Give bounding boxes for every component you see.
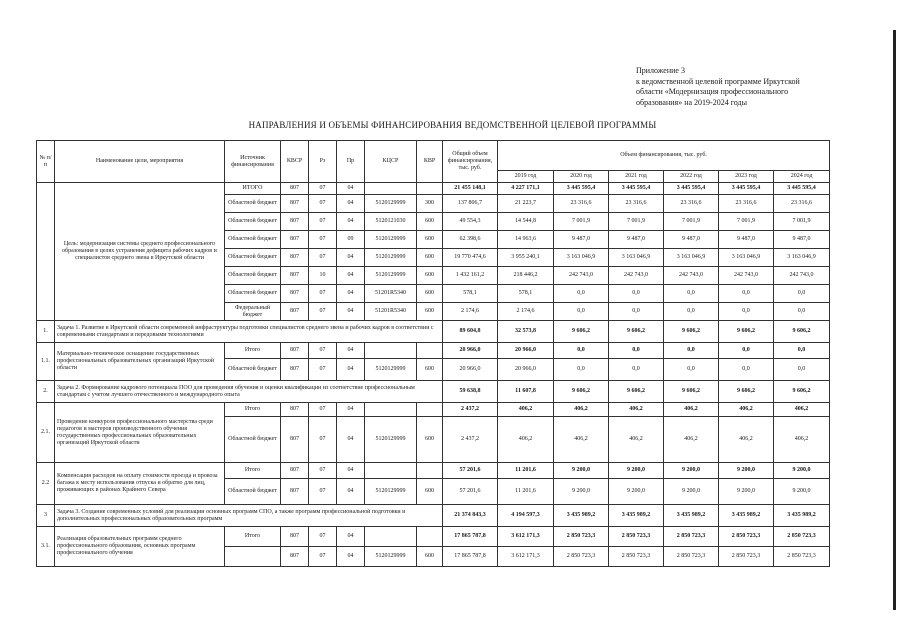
year-value: 23 316,6 <box>719 195 774 213</box>
year-value: 9 200,0 <box>554 479 609 505</box>
code-kcsr: 5120129999 <box>365 547 417 567</box>
year-value: 7 001,9 <box>774 213 830 231</box>
total-value: 20 966,0 <box>443 359 498 381</box>
code-rz: 07 <box>309 547 337 567</box>
funding-source: Итого <box>225 403 281 417</box>
funding-source: Итого <box>225 527 281 547</box>
total-value: 17 865 787,8 <box>443 547 498 567</box>
task-text: Задача 2. Формирование кадрового потенциала ПОО для проведения обучения и оценки квалификации из соответствие профессиональным стандартам с учетом лучшего отечественного и международного опыта <box>55 381 443 403</box>
total-value: 89 604,8 <box>443 321 498 343</box>
year-value: 0,0 <box>554 303 609 321</box>
total-value: 59 638,8 <box>443 381 498 403</box>
year-value: 0,0 <box>774 303 830 321</box>
year-value: 0,0 <box>719 359 774 381</box>
year-value: 2 850 723,3 <box>719 527 774 547</box>
year-value: 9 487,0 <box>554 231 609 249</box>
year-value: 406,2 <box>719 403 774 417</box>
year-value: 3 435 989,2 <box>719 505 774 527</box>
scan-edge-mark <box>893 140 896 610</box>
code-kcsr <box>365 343 417 359</box>
code-pr: 09 <box>337 231 365 249</box>
funding-source <box>225 547 281 567</box>
year-value: 14 963,6 <box>498 231 554 249</box>
year-value: 2 850 723,3 <box>554 527 609 547</box>
year-value: 578,1 <box>498 285 554 303</box>
code-pr: 04 <box>337 267 365 285</box>
year-value: 242 743,0 <box>774 267 830 285</box>
year-value: 0,0 <box>664 303 719 321</box>
code-kvsr: 807 <box>281 213 309 231</box>
code-kvsr: 807 <box>281 183 309 195</box>
funding-source: Областной бюджет <box>225 231 281 249</box>
header-kcsr: КЦСР <box>365 141 417 183</box>
year-value: 9 200,0 <box>554 463 609 479</box>
measure-text: Реализация образовательных программ среднего профессионального образования, основных программ профессионального обучения <box>55 527 225 567</box>
funding-source: Областной бюджет <box>225 417 281 463</box>
header-kvr: КВР <box>417 141 443 183</box>
goal-row <box>37 183 830 195</box>
year-value: 9 200,0 <box>774 479 830 505</box>
year-value: 9 200,0 <box>664 463 719 479</box>
year-value: 9 200,0 <box>609 479 664 505</box>
year-value: 218 446,2 <box>498 267 554 285</box>
task-row <box>37 381 830 403</box>
total-value: 21 455 148,1 <box>443 183 498 195</box>
year-value: 11 201,6 <box>498 463 554 479</box>
year-value: 9 606,2 <box>554 321 609 343</box>
header-year: 2024 год <box>774 171 830 183</box>
code-kvr <box>417 183 443 195</box>
code-rz: 07 <box>309 249 337 267</box>
year-value: 0,0 <box>774 343 830 359</box>
code-kcsr <box>365 183 417 195</box>
code-kcsr: 5120121030 <box>365 213 417 231</box>
code-rz: 07 <box>309 195 337 213</box>
year-value: 242 743,0 <box>609 267 664 285</box>
code-kvr <box>417 527 443 547</box>
year-value: 0,0 <box>609 359 664 381</box>
year-value: 11 607,8 <box>498 381 554 403</box>
funding-source: ИТОГО <box>225 183 281 195</box>
code-pr: 04 <box>337 303 365 321</box>
code-kvsr: 807 <box>281 343 309 359</box>
year-value: 3 445 595,4 <box>664 183 719 195</box>
code-kcsr: 51201R5340 <box>365 285 417 303</box>
appendix-line: образования» на 2019-2024 годы <box>636 97 747 107</box>
year-value: 21 223,7 <box>498 195 554 213</box>
code-kcsr: 5120129999 <box>365 195 417 213</box>
total-value: 137 806,7 <box>443 195 498 213</box>
year-value: 14 544,8 <box>498 213 554 231</box>
header-volume: Объем финансирования, тыс. руб. <box>498 141 830 171</box>
code-kcsr <box>365 463 417 479</box>
year-value: 9 487,0 <box>774 231 830 249</box>
code-rz: 07 <box>309 183 337 195</box>
year-value: 406,2 <box>664 403 719 417</box>
code-rz: 07 <box>309 285 337 303</box>
header-year: 2020 год <box>554 171 609 183</box>
task-row <box>37 321 830 343</box>
code-kvr: 600 <box>417 267 443 285</box>
code-rz: 07 <box>309 303 337 321</box>
funding-source: Итого <box>225 463 281 479</box>
year-value: 9 606,2 <box>609 381 664 403</box>
code-kvsr: 807 <box>281 303 309 321</box>
total-value: 20 966,0 <box>443 343 498 359</box>
year-value: 9 200,0 <box>719 479 774 505</box>
code-kvsr: 807 <box>281 547 309 567</box>
year-value: 406,2 <box>609 403 664 417</box>
total-value: 17 865 787,8 <box>443 527 498 547</box>
funding-source: Областной бюджет <box>225 479 281 505</box>
code-kvsr: 807 <box>281 231 309 249</box>
year-value: 242 743,0 <box>664 267 719 285</box>
code-pr: 04 <box>337 527 365 547</box>
code-kvr: 600 <box>417 285 443 303</box>
year-value: 0,0 <box>774 359 830 381</box>
code-kcsr: 5120129999 <box>365 249 417 267</box>
financing-table <box>36 140 830 567</box>
year-value: 4 194 597,3 <box>498 505 554 527</box>
year-value: 3 163 046,9 <box>719 249 774 267</box>
code-rz: 07 <box>309 231 337 249</box>
document-title: НАПРАВЛЕНИЯ И ОБЪЕМЫ ФИНАНСИРОВАНИЯ ВЕДОМСТВЕННОЙ ЦЕЛЕВОЙ ПРОГРАММЫ <box>248 120 657 130</box>
header-year: 2023 год <box>719 171 774 183</box>
funding-source: Федеральный бюджет <box>225 303 281 321</box>
year-value: 3 163 046,9 <box>774 249 830 267</box>
code-pr: 04 <box>337 417 365 463</box>
code-pr: 04 <box>337 285 365 303</box>
measure-row <box>37 403 830 417</box>
year-value: 9 606,2 <box>774 381 830 403</box>
measure-text: Проведение конкурсов профессионального мастерства среди педагогов и мастеров производственного обучения государственных профессиональных образовательных организаций Иркутской области <box>55 403 225 463</box>
year-value: 9 606,2 <box>664 381 719 403</box>
header-kvsr: КВСР <box>281 141 309 183</box>
scan-edge-mark <box>893 30 896 140</box>
appendix-line: к ведомственной целевой программе Иркутской <box>636 76 800 86</box>
header-source: Источник финансирования <box>225 141 281 183</box>
task-text: Задача 3. Создание современных условий для реализации основных программ СПО, а также программ профессиональной подготовки и дополнительных профессиональных образовательных программ <box>55 505 443 527</box>
year-value: 2 850 723,3 <box>774 547 830 567</box>
code-kvr: 600 <box>417 417 443 463</box>
task-num: 3 <box>37 505 55 527</box>
year-value: 9 487,0 <box>719 231 774 249</box>
year-value: 3 435 989,2 <box>664 505 719 527</box>
year-value: 3 445 595,4 <box>719 183 774 195</box>
goal-num <box>37 183 55 321</box>
code-kvsr: 807 <box>281 359 309 381</box>
year-value: 9 606,2 <box>719 381 774 403</box>
code-kvr <box>417 463 443 479</box>
year-value: 23 316,6 <box>609 195 664 213</box>
measure-row <box>37 527 830 547</box>
measure-num: 3.1. <box>37 527 55 567</box>
code-kvr: 600 <box>417 213 443 231</box>
header-year: 2019 год <box>498 171 554 183</box>
code-kcsr: 5120129999 <box>365 479 417 505</box>
task-text: Задача 1. Развитие в Иркутской области современной инфраструктуры подготовки специалистов среднего звена и рабочих кадров в соответствии с современными стандартами и передовыми технологиями <box>55 321 443 343</box>
year-value: 0,0 <box>719 285 774 303</box>
code-kcsr <box>365 527 417 547</box>
code-pr: 04 <box>337 463 365 479</box>
total-value: 2 437,2 <box>443 417 498 463</box>
code-kvsr: 807 <box>281 403 309 417</box>
total-value: 19 770 474,6 <box>443 249 498 267</box>
code-kvsr: 807 <box>281 527 309 547</box>
year-value: 406,2 <box>664 417 719 463</box>
total-value: 57 201,6 <box>443 479 498 505</box>
code-kcsr: 5120129999 <box>365 231 417 249</box>
code-pr: 04 <box>337 547 365 567</box>
task-row <box>37 505 830 527</box>
measure-num: 1.1. <box>37 343 55 381</box>
code-kvr: 600 <box>417 547 443 567</box>
code-rz: 10 <box>309 267 337 285</box>
code-kvr: 600 <box>417 359 443 381</box>
year-value: 3 445 595,4 <box>554 183 609 195</box>
year-value: 0,0 <box>664 359 719 381</box>
funding-source: Итого <box>225 343 281 359</box>
total-value: 1 432 161,2 <box>443 267 498 285</box>
total-value: 2 174,6 <box>443 303 498 321</box>
code-pr: 04 <box>337 343 365 359</box>
year-value: 406,2 <box>609 417 664 463</box>
code-rz: 07 <box>309 359 337 381</box>
year-value: 3 435 989,2 <box>554 505 609 527</box>
year-value: 23 316,6 <box>774 195 830 213</box>
year-value: 406,2 <box>554 417 609 463</box>
year-value: 3 612 171,3 <box>498 527 554 547</box>
year-value: 242 743,0 <box>554 267 609 285</box>
year-value: 4 227 171,1 <box>498 183 554 195</box>
year-value: 20 966,0 <box>498 359 554 381</box>
code-pr: 04 <box>337 195 365 213</box>
year-value: 2 850 723,3 <box>664 547 719 567</box>
year-value: 9 606,2 <box>554 381 609 403</box>
measure-text: Материально-техническое оснащение государственных профессиональных образовательных организаций Иркутской области <box>55 343 225 381</box>
year-value: 3 163 046,9 <box>554 249 609 267</box>
year-value: 23 316,6 <box>554 195 609 213</box>
appendix-note <box>636 66 836 108</box>
year-value: 3 445 595,4 <box>609 183 664 195</box>
total-value: 62 398,6 <box>443 231 498 249</box>
year-value: 3 955 240,1 <box>498 249 554 267</box>
code-pr: 04 <box>337 403 365 417</box>
year-value: 9 606,2 <box>609 321 664 343</box>
code-pr: 04 <box>337 249 365 267</box>
code-kcsr <box>365 403 417 417</box>
year-value: 0,0 <box>554 343 609 359</box>
code-kvsr: 807 <box>281 479 309 505</box>
year-value: 23 316,6 <box>664 195 719 213</box>
code-kvr: 600 <box>417 303 443 321</box>
year-value: 0,0 <box>554 359 609 381</box>
year-value: 3 163 046,9 <box>664 249 719 267</box>
total-value: 21 374 843,3 <box>443 505 498 527</box>
task-num: 2. <box>37 381 55 403</box>
year-value: 9 200,0 <box>774 463 830 479</box>
code-kvr: 300 <box>417 195 443 213</box>
year-value: 7 001,9 <box>609 213 664 231</box>
year-value: 3 435 989,2 <box>609 505 664 527</box>
code-rz: 07 <box>309 417 337 463</box>
header-name: Наименование цели, мероприятия <box>55 141 225 183</box>
year-value: 2 174,6 <box>498 303 554 321</box>
year-value: 242 743,0 <box>719 267 774 285</box>
header-rz: Рз <box>309 141 337 183</box>
header-year: 2021 год <box>609 171 664 183</box>
code-kcsr: 5120129999 <box>365 267 417 285</box>
code-kvr <box>417 343 443 359</box>
year-value: 11 201,6 <box>498 479 554 505</box>
year-value: 3 435 989,2 <box>774 505 830 527</box>
code-kcsr: 5120129999 <box>365 417 417 463</box>
year-value: 0,0 <box>719 303 774 321</box>
code-kvr: 600 <box>417 231 443 249</box>
total-value: 578,1 <box>443 285 498 303</box>
code-rz: 07 <box>309 213 337 231</box>
appendix-line: Приложение 3 <box>636 66 685 75</box>
year-value: 406,2 <box>498 403 554 417</box>
code-kcsr: 51201R5340 <box>365 303 417 321</box>
year-value: 406,2 <box>774 403 830 417</box>
measure-row <box>37 463 830 479</box>
year-value: 2 850 723,3 <box>609 527 664 547</box>
year-value: 9 487,0 <box>664 231 719 249</box>
year-value: 9 200,0 <box>719 463 774 479</box>
total-value: 49 554,3 <box>443 213 498 231</box>
measure-num: 2.2 <box>37 463 55 505</box>
header-total: Общий объем финансирования, тыс. руб. <box>443 141 498 183</box>
header-row <box>37 141 830 171</box>
funding-source: Областной бюджет <box>225 249 281 267</box>
year-value: 406,2 <box>554 403 609 417</box>
header-year: 2022 год <box>664 171 719 183</box>
year-value: 2 850 723,3 <box>664 527 719 547</box>
measure-text: Компенсация расходов на оплату стоимости проезда и провоза багажа к месту использования отпуска и обратно для лиц, проживающих в районах Крайнего Севера <box>55 463 225 505</box>
funding-source: Областной бюджет <box>225 285 281 303</box>
code-kvsr: 807 <box>281 267 309 285</box>
year-value: 9 606,2 <box>664 321 719 343</box>
code-kvsr: 807 <box>281 285 309 303</box>
code-kvr: 600 <box>417 249 443 267</box>
code-rz: 07 <box>309 479 337 505</box>
measure-num: 2.1. <box>37 403 55 463</box>
year-value: 7 001,9 <box>664 213 719 231</box>
code-kvr: 600 <box>417 479 443 505</box>
year-value: 2 850 723,3 <box>554 547 609 567</box>
year-value: 3 612 171,3 <box>498 547 554 567</box>
code-kvsr: 807 <box>281 417 309 463</box>
year-value: 406,2 <box>719 417 774 463</box>
year-value: 9 200,0 <box>609 463 664 479</box>
code-rz: 07 <box>309 463 337 479</box>
year-value: 20 966,0 <box>498 343 554 359</box>
year-value: 0,0 <box>774 285 830 303</box>
code-rz: 07 <box>309 527 337 547</box>
total-value: 57 201,6 <box>443 463 498 479</box>
year-value: 3 445 595,4 <box>774 183 830 195</box>
year-value: 2 850 723,3 <box>609 547 664 567</box>
year-value: 9 606,2 <box>774 321 830 343</box>
funding-source: Областной бюджет <box>225 213 281 231</box>
year-value: 32 573,8 <box>498 321 554 343</box>
measure-row <box>37 343 830 359</box>
year-value: 0,0 <box>664 343 719 359</box>
year-value: 0,0 <box>719 343 774 359</box>
funding-source: Областной бюджет <box>225 195 281 213</box>
year-value: 406,2 <box>774 417 830 463</box>
year-value: 9 487,0 <box>609 231 664 249</box>
year-value: 0,0 <box>609 285 664 303</box>
year-value: 0,0 <box>664 285 719 303</box>
code-kvsr: 807 <box>281 195 309 213</box>
code-pr: 04 <box>337 359 365 381</box>
code-kvsr: 807 <box>281 463 309 479</box>
code-rz: 07 <box>309 403 337 417</box>
year-value: 3 163 046,9 <box>609 249 664 267</box>
goal-text: Цель: модернизация системы среднего профессионального образования в целях устранения дефицита рабочих кадров и специалистов среднего звена в Иркутской области <box>55 183 225 321</box>
year-value: 2 850 723,3 <box>774 527 830 547</box>
header-pr: Пр <box>337 141 365 183</box>
code-pr: 04 <box>337 183 365 195</box>
year-value: 0,0 <box>609 343 664 359</box>
year-value: 7 001,9 <box>719 213 774 231</box>
code-kvsr: 807 <box>281 249 309 267</box>
code-pr: 04 <box>337 213 365 231</box>
code-rz: 07 <box>309 343 337 359</box>
year-value: 9 606,2 <box>719 321 774 343</box>
year-value: 406,2 <box>498 417 554 463</box>
year-value: 7 001,9 <box>554 213 609 231</box>
code-kvr <box>417 403 443 417</box>
funding-source: Областной бюджет <box>225 267 281 285</box>
year-value: 0,0 <box>609 303 664 321</box>
year-value: 2 850 723,3 <box>719 547 774 567</box>
code-pr: 04 <box>337 479 365 505</box>
total-value: 2 437,2 <box>443 403 498 417</box>
task-num: 1. <box>37 321 55 343</box>
code-kcsr: 5120129999 <box>365 359 417 381</box>
appendix-line: области «Модернизация профессионального <box>636 87 789 96</box>
year-value: 0,0 <box>554 285 609 303</box>
year-value: 9 200,0 <box>664 479 719 505</box>
funding-source: Областной бюджет <box>225 359 281 381</box>
header-num: № п/п <box>37 141 55 183</box>
